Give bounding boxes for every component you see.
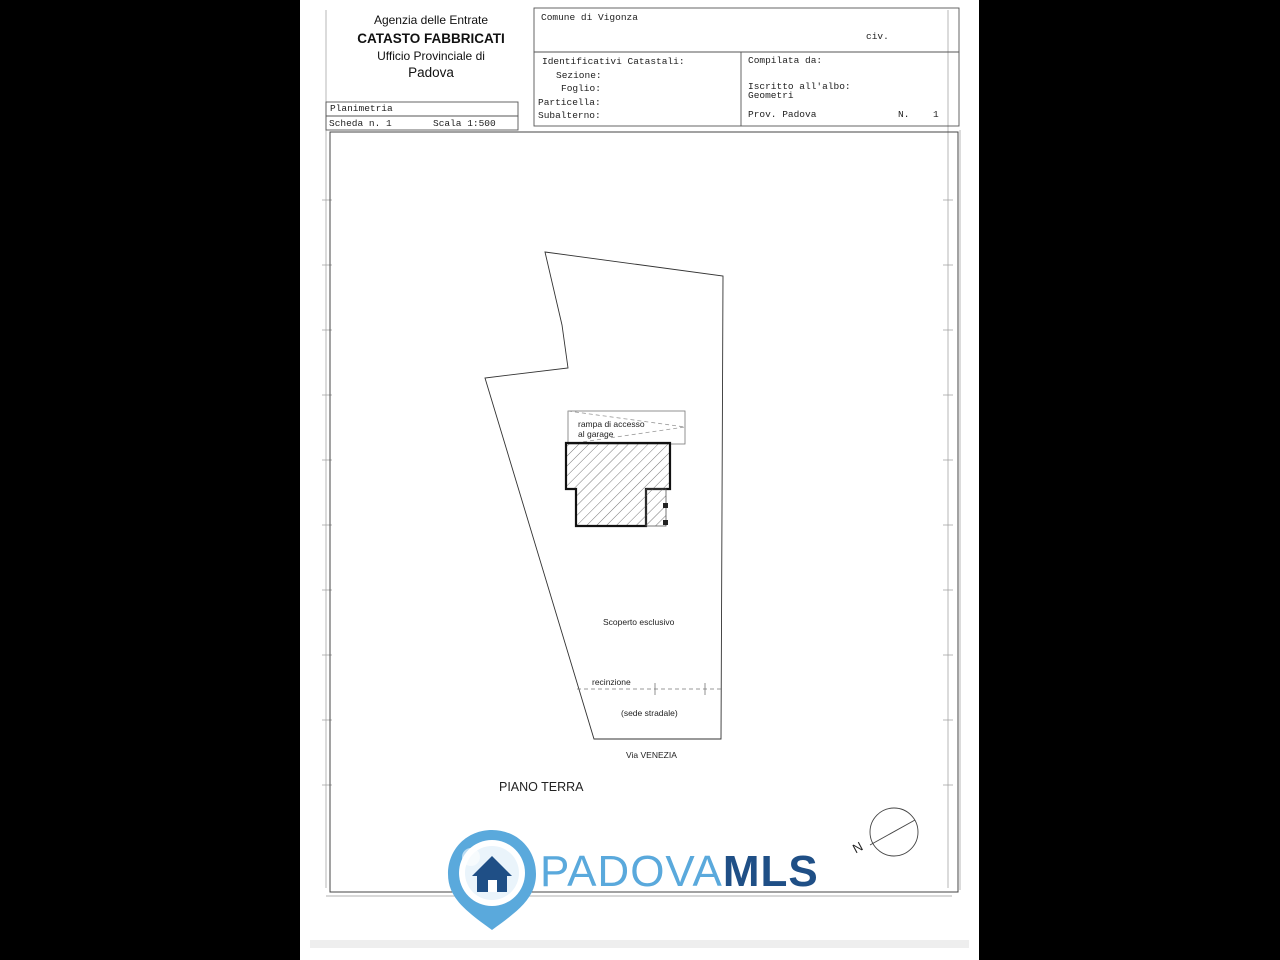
city-label: Padova bbox=[408, 65, 454, 80]
civ-label: civ. bbox=[866, 31, 889, 42]
plan-drawing bbox=[300, 0, 979, 960]
numero-value: 1 bbox=[933, 109, 939, 120]
scheda-label: Scheda n. 1 bbox=[329, 118, 392, 129]
subalterno-label: Subalterno: bbox=[538, 110, 601, 121]
brand-bold: MLS bbox=[722, 847, 819, 896]
catasto-title: CATASTO FABBRICATI bbox=[357, 31, 505, 46]
scoperto-label: Scoperto esclusivo bbox=[603, 617, 675, 627]
agency-title: Agenzia delle Entrate bbox=[373, 13, 489, 27]
ufficio-label: Ufficio Provinciale di bbox=[377, 49, 485, 63]
compilata-label: Compilata da: bbox=[748, 55, 823, 66]
house-pin-icon bbox=[446, 828, 538, 932]
cadastral-sheet bbox=[300, 0, 979, 960]
foglio-label: Foglio: bbox=[561, 83, 601, 94]
sede-label: (sede stradale) bbox=[621, 708, 678, 718]
comune-label: Comune di Vigonza bbox=[541, 12, 638, 23]
via-label: Via VENEZIA bbox=[626, 750, 677, 760]
piano-label: PIANO TERRA bbox=[499, 780, 584, 794]
north-label: N bbox=[850, 838, 866, 857]
numero-label: N. bbox=[898, 109, 910, 120]
brand-wordmark bbox=[540, 846, 819, 898]
particella-label: Particella: bbox=[538, 97, 601, 108]
recinzione-label: recinzione bbox=[592, 677, 631, 687]
scala-label: Scala 1:500 bbox=[433, 118, 496, 129]
sezione-label: Sezione: bbox=[556, 70, 602, 81]
identificativi-label: Identificativi Catastali: bbox=[542, 56, 685, 67]
iscritto-label: Iscritto all'albo: bbox=[748, 81, 851, 92]
rampa-label-2: al garage bbox=[578, 429, 614, 439]
prov-label: Prov. Padova bbox=[748, 109, 817, 120]
rampa-label-1: rampa di accesso bbox=[578, 419, 645, 429]
geometri-label: Geometri bbox=[748, 90, 794, 101]
planimetria-label: Planimetria bbox=[330, 103, 393, 114]
brand-light: PADOVA bbox=[540, 847, 723, 896]
